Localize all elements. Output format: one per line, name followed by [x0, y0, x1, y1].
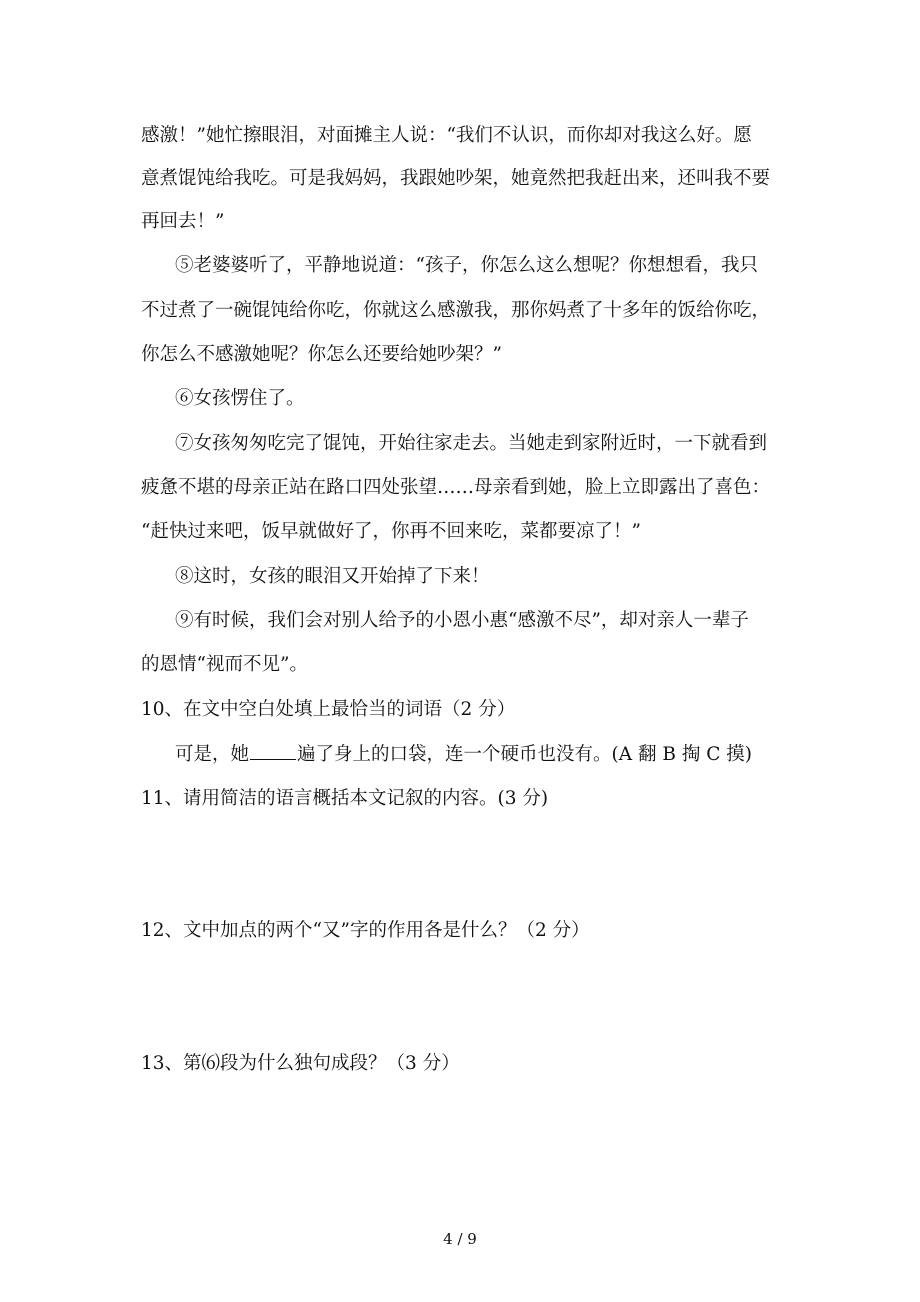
paragraph-4-line-2: 意煮馄饨给我吃。可是我妈妈，我跟她吵架，她竟然把我赶出来，还叫我不要 — [141, 168, 771, 189]
page-number: 4 / 9 — [443, 1230, 477, 1248]
question-11-title: 11、请用简洁的语言概括本文记叙的内容。(3 分) — [141, 788, 549, 809]
paragraph-6-line-1: ⑥女孩愣住了。 — [175, 388, 305, 409]
question-10-title: 10、在文中空白处填上最恰当的词语（2 分） — [141, 699, 516, 720]
paragraph-7-line-1: ⑦女孩匆匆吃完了馄饨，开始往家走去。当她走到家附近时，一下就看到 — [175, 433, 768, 454]
question-12-title: 12、文中加点的两个“又”字的作用各是什么？（2 分） — [141, 920, 590, 941]
paragraph-4-line-1: 感激！”她忙擦眼泪，对面摊主人说：“我们不认识，而你却对我这么好。愿 — [141, 125, 752, 146]
question-10-sentence-before: 可是，她 — [175, 744, 250, 765]
paragraph-5-line-1: ⑤老婆婆听了，平静地说道：“孩子，你怎么这么想呢？你想想看，我只 — [175, 255, 758, 276]
paragraph-8-line-1: ⑧这时，女孩的眼泪又开始掉了下来！ — [175, 566, 490, 587]
question-10-sentence — [175, 741, 752, 768]
paragraph-7-line-3: “赶快过来吧，饭早就做好了，你再不回来吃，菜都要凉了！” — [141, 521, 641, 542]
paragraph-7-line-2: 疲惫不堪的母亲正站在路口四处张望……母亲看到她，脸上立即露出了喜色： — [141, 477, 771, 498]
paragraph-4-line-3: 再回去！” — [141, 211, 225, 232]
question-10-answer-blank[interactable] — [250, 741, 296, 760]
paragraph-5-line-3: 你怎么不感激她呢？你怎么还要给她吵架？” — [141, 344, 502, 365]
paragraph-9-line-2: 的恩情“视而不见”。 — [141, 654, 308, 675]
paragraph-9-line-1: ⑨有时候，我们会对别人给予的小恩小惠“感激不尽”，却对亲人一辈子 — [175, 610, 749, 631]
question-10-sentence-after: 遍了身上的口袋，连一个硬币也没有。(A 翻 B 掏 C 摸) — [297, 744, 752, 765]
question-13-title: 13、第⑹段为什么独句成段？（3 分） — [141, 1053, 460, 1074]
paragraph-5-line-2: 不过煮了一碗馄饨给你吃，你就这么感激我，那你妈煮了十多年的饭给你吃， — [141, 300, 771, 321]
